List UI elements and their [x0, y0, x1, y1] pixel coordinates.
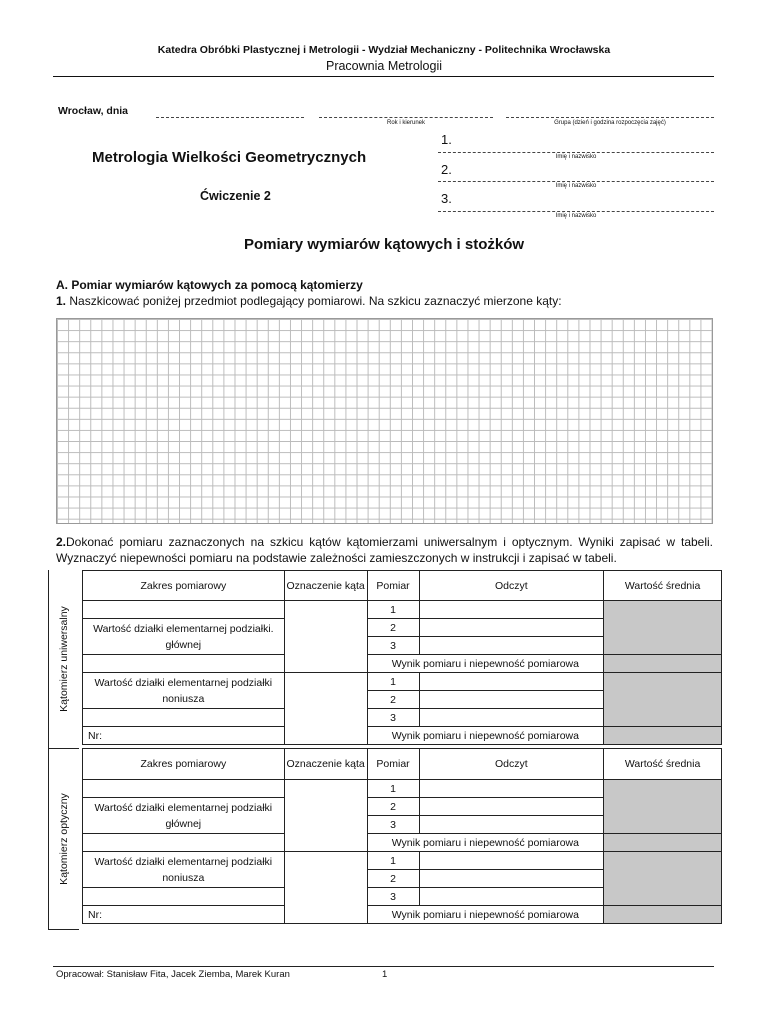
header-mean: Wartość średnia	[604, 749, 722, 780]
mean-cell[interactable]	[604, 601, 722, 655]
angle-cell-1[interactable]	[284, 780, 367, 852]
measure-num: 3	[367, 637, 419, 655]
student-3-field[interactable]	[438, 211, 714, 212]
city-date-label: Wrocław, dnia	[58, 105, 129, 117]
step-2-text: Dokonać pomiaru zaznaczonych na szkicu kątów kątomierzami uniwersalnym i optycznym. Wyniki zapisać w tabeli. Wyznaczyć niepewności pomiaru na podstawie zależności zamieszczonych w instrukcji i zapisać w tabeli.	[56, 535, 713, 565]
vernier-scale-label: Wartość działki elementarnej podziałki noniusza	[83, 673, 285, 709]
header-angle: Oznaczenie kąta	[284, 571, 367, 601]
measure-num: 3	[367, 709, 419, 727]
header-range: Zakres pomiarowy	[83, 571, 285, 601]
step-1	[56, 294, 562, 308]
reading-cell[interactable]	[419, 870, 604, 888]
header-measure: Pomiar	[367, 749, 419, 780]
measure-num: 1	[367, 852, 419, 870]
nr-label[interactable]	[83, 906, 285, 924]
student-1-number: 1.	[441, 132, 452, 147]
student-2-label: Imię i nazwisko	[555, 183, 597, 189]
vernier-scale-label: Wartość działki elementarnej podziałki noniusza	[83, 852, 285, 888]
lab-name: Pracownia Metrologii	[325, 59, 443, 73]
side-universal-label: Kątomierz uniwersalny	[58, 606, 70, 712]
result-cell[interactable]	[604, 727, 722, 745]
group-field[interactable]	[506, 117, 714, 118]
reading-cell[interactable]	[419, 888, 604, 906]
student-3-label: Imię i nazwisko	[555, 213, 597, 219]
reading-cell[interactable]	[419, 691, 604, 709]
result-cell[interactable]	[604, 834, 722, 852]
header-angle: Oznaczenie kąta	[284, 749, 367, 780]
year-field[interactable]	[319, 117, 493, 118]
side-optical	[48, 748, 79, 930]
institution-header: Katedra Obróbki Plastycznej i Metrologii - Wydział Mechaniczny - Politechnika Wrocławska	[157, 44, 611, 56]
step-1-text: Naszkicować poniżej przedmiot podlegający pomiarowi. Na szkicu zaznaczyć mierzone kąty:	[69, 294, 562, 308]
student-1-field[interactable]	[438, 152, 714, 153]
reading-cell[interactable]	[419, 673, 604, 691]
sketch-grid[interactable]	[56, 318, 713, 524]
main-scale-value-cell[interactable]	[83, 834, 285, 852]
step-1-number: 1.	[56, 294, 67, 308]
header-range: Zakres pomiarowy	[83, 749, 285, 780]
vernier-value-cell[interactable]	[83, 888, 285, 906]
page-number: 1	[382, 969, 388, 980]
header-reading: Odczyt	[419, 749, 604, 780]
main-scale-label: Wartość działki elementarnej podziałki głównej	[83, 798, 285, 834]
nr-label[interactable]	[83, 727, 285, 745]
measure-num: 1	[367, 601, 419, 619]
measure-num: 2	[367, 798, 419, 816]
reading-cell[interactable]	[419, 816, 604, 834]
course-title: Metrologia Wielkości Geometrycznych	[92, 149, 367, 166]
result-label: Wynik pomiaru i niepewność pomiarowa	[367, 834, 604, 852]
result-label: Wynik pomiaru i niepewność pomiarowa	[367, 655, 604, 673]
reading-cell[interactable]	[419, 798, 604, 816]
result-label: Wynik pomiaru i niepewność pomiarowa	[367, 906, 604, 924]
range-value-cell[interactable]	[83, 601, 285, 619]
mean-cell[interactable]	[604, 852, 722, 906]
mean-cell[interactable]	[604, 673, 722, 727]
student-2-field[interactable]	[438, 181, 714, 182]
measure-num: 3	[367, 888, 419, 906]
nr-text: Nr:	[88, 729, 102, 742]
reading-cell[interactable]	[419, 619, 604, 637]
universal-table	[82, 570, 722, 745]
measure-num: 2	[367, 870, 419, 888]
date-field[interactable]	[156, 117, 304, 118]
header-rule	[53, 76, 714, 77]
nr-text: Nr:	[88, 908, 102, 921]
student-2-number: 2.	[441, 162, 452, 177]
reading-cell[interactable]	[419, 709, 604, 727]
side-optical-label: Kątomierz optyczny	[58, 793, 70, 885]
student-1-label: Imię i nazwisko	[555, 154, 597, 160]
measure-num: 1	[367, 673, 419, 691]
student-3-number: 3.	[441, 191, 452, 206]
exercise-number: Ćwiczenie 2	[200, 189, 271, 203]
reading-cell[interactable]	[419, 780, 604, 798]
measure-num: 2	[367, 691, 419, 709]
measure-num: 3	[367, 816, 419, 834]
step-2	[56, 535, 713, 566]
range-value-cell[interactable]	[83, 780, 285, 798]
result-label: Wynik pomiaru i niepewność pomiarowa	[367, 727, 604, 745]
reading-cell[interactable]	[419, 852, 604, 870]
measure-num: 1	[367, 780, 419, 798]
footer-authors: Opracował: Stanisław Fita, Jacek Ziemba, Marek Kuran	[56, 969, 290, 980]
header-measure: Pomiar	[367, 571, 419, 601]
result-cell[interactable]	[604, 655, 722, 673]
vernier-value-cell[interactable]	[83, 709, 285, 727]
optical-table	[82, 748, 722, 924]
group-label: Grupa (dzień i godzina rozpoczęcia zajęć)	[554, 120, 666, 126]
main-scale-label: Wartość działki elementarnej podziałki. głównej	[83, 619, 285, 655]
header-mean: Wartość średnia	[604, 571, 722, 601]
measure-num: 2	[367, 619, 419, 637]
section-a-heading: A. Pomiar wymiarów kątowych za pomocą kątomierzy	[56, 278, 363, 292]
header-reading: Odczyt	[419, 571, 604, 601]
main-title: Pomiary wymiarów kątowych i stożków	[243, 236, 525, 253]
angle-cell-2[interactable]	[284, 852, 367, 924]
side-universal	[48, 570, 79, 748]
result-cell[interactable]	[604, 906, 722, 924]
reading-cell[interactable]	[419, 601, 604, 619]
mean-cell[interactable]	[604, 780, 722, 834]
footer-rule	[53, 966, 714, 967]
step-2-number: 2.	[56, 535, 67, 549]
main-scale-value-cell[interactable]	[83, 655, 285, 673]
reading-cell[interactable]	[419, 637, 604, 655]
angle-cell-1[interactable]	[284, 601, 367, 673]
angle-cell-2[interactable]	[284, 673, 367, 745]
year-label: Rok i kierunek	[386, 120, 425, 126]
